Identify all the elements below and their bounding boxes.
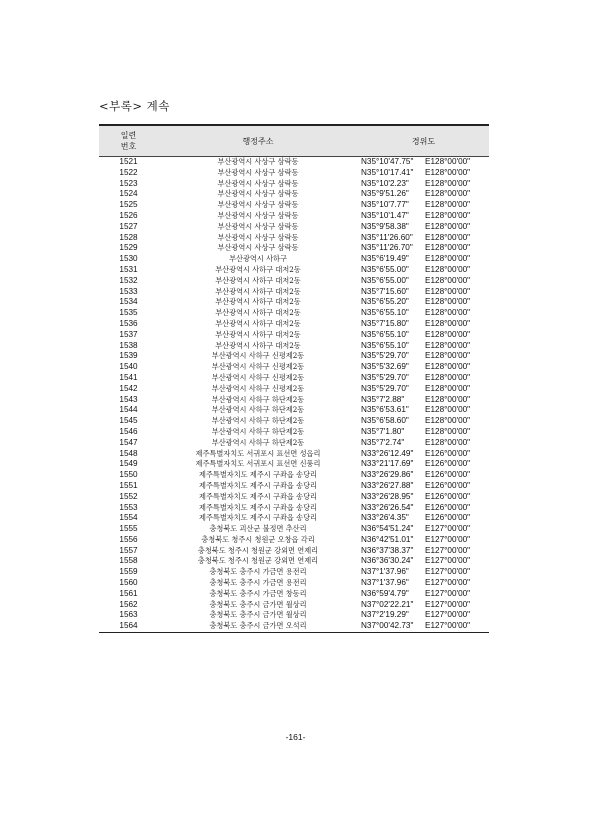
row-coordinates xyxy=(358,535,489,546)
row-admin-address: 충청북도 충주시 가금면 창동리 xyxy=(209,588,307,598)
row-longitude: E128°00'00" xyxy=(425,297,471,307)
row-coordinates xyxy=(358,492,489,503)
row-admin-address: 부산광역시 사상구 삼락동 xyxy=(217,200,299,210)
row-latitude: N36°37'38.37" xyxy=(361,545,414,555)
row-longitude: E128°00'00" xyxy=(425,340,471,350)
row-longitude: E128°00'00" xyxy=(425,383,471,393)
table-row xyxy=(99,546,489,557)
table-body xyxy=(99,157,489,633)
table-row xyxy=(99,481,489,492)
table-row xyxy=(99,459,489,470)
table-row xyxy=(99,157,489,168)
row-admin-address: 부산광역시 사하구 대저2동 xyxy=(215,308,301,318)
table-row xyxy=(99,578,489,589)
row-longitude: E128°00'00" xyxy=(425,254,471,264)
row-coordinates xyxy=(358,470,489,481)
row-longitude: E127°00'00" xyxy=(425,556,471,566)
table-row xyxy=(99,503,489,514)
row-serial-number: 1523 xyxy=(119,178,138,188)
row-admin-address: 부산광역시 사상구 삼락동 xyxy=(217,189,299,199)
row-longitude: E128°00'00" xyxy=(425,318,471,328)
row-coordinates xyxy=(358,567,489,578)
row-latitude: N35°11'26.60" xyxy=(361,232,413,242)
row-coordinates xyxy=(358,384,489,395)
row-latitude: N35°9'58.38" xyxy=(361,221,409,231)
row-serial-number: 1538 xyxy=(119,340,138,350)
row-serial-number: 1550 xyxy=(119,470,138,480)
header-serial-number-label: 일련 번호 xyxy=(120,131,137,151)
row-serial-number: 1547 xyxy=(119,437,138,447)
coordinates-table xyxy=(99,124,489,633)
row-coordinates xyxy=(358,600,489,611)
row-serial-number: 1556 xyxy=(119,534,138,544)
row-longitude: E126°00'00" xyxy=(425,448,471,458)
row-longitude: E127°00'00" xyxy=(425,588,471,598)
row-longitude: E126°00'00" xyxy=(425,470,471,480)
row-admin-address: 제주특별자치도 제주시 구좌읍 송당리 xyxy=(199,480,317,490)
row-longitude: E126°00'00" xyxy=(425,513,471,523)
table-row xyxy=(99,556,489,567)
row-latitude: N33°21'17.69" xyxy=(361,459,414,469)
row-serial-number: 1540 xyxy=(119,362,138,372)
row-longitude: E128°00'00" xyxy=(425,157,471,166)
row-longitude: E126°00'00" xyxy=(425,459,471,469)
table-row xyxy=(99,351,489,362)
row-serial-number: 1534 xyxy=(119,297,138,307)
row-longitude: E126°00'00" xyxy=(425,502,471,512)
table-row xyxy=(99,265,489,276)
table-header-row xyxy=(99,125,489,157)
row-serial-number: 1551 xyxy=(119,480,138,490)
row-latitude: N35°7'1.80" xyxy=(361,426,405,436)
row-longitude: E127°00'00" xyxy=(425,524,471,534)
row-coordinates xyxy=(358,189,489,200)
row-longitude: E126°00'00" xyxy=(425,480,471,490)
row-longitude: E127°00'00" xyxy=(425,534,471,544)
row-latitude: N35°6'55.10" xyxy=(361,329,409,339)
row-serial-number: 1545 xyxy=(119,416,138,426)
row-longitude: E127°00'00" xyxy=(425,567,471,577)
header-admin-address-label: 행정주소 xyxy=(242,136,274,146)
table-row xyxy=(99,395,489,406)
row-latitude: N33°26'4.35" xyxy=(361,513,409,523)
row-serial-number: 1526 xyxy=(119,210,138,220)
row-latitude: N37°02'22.21" xyxy=(361,599,414,609)
row-serial-number: 1522 xyxy=(119,167,138,177)
row-latitude: N35°6'55.10" xyxy=(361,340,409,350)
row-longitude: E128°00'00" xyxy=(425,178,471,188)
row-latitude: N35°5'29.70" xyxy=(361,383,409,393)
row-coordinates xyxy=(358,287,489,298)
table-row xyxy=(99,243,489,254)
row-admin-address: 부산광역시 사하구 신평제2동 xyxy=(211,383,305,393)
table-row xyxy=(99,416,489,427)
table-row xyxy=(99,189,489,200)
row-serial-number: 1554 xyxy=(119,513,138,523)
table-row xyxy=(99,589,489,600)
table-row xyxy=(99,222,489,233)
row-serial-number: 1562 xyxy=(119,599,138,609)
row-admin-address: 제주특별자치도 제주시 구좌읍 송당리 xyxy=(199,470,317,480)
row-coordinates xyxy=(358,222,489,233)
row-latitude: N35°10'2.23" xyxy=(361,178,409,188)
row-coordinates xyxy=(358,341,489,352)
table-row xyxy=(99,254,489,265)
row-latitude: N35°6'58.60" xyxy=(361,416,409,426)
row-longitude: E127°00'00" xyxy=(425,621,471,631)
row-latitude: N36°59'4.79" xyxy=(361,588,409,598)
row-longitude: E127°00'00" xyxy=(425,610,471,620)
row-admin-address: 제주특별자치도 서귀포시 표선면 신풍리 xyxy=(195,459,321,469)
row-admin-address: 부산광역시 사하구 신평제2동 xyxy=(211,362,305,372)
row-latitude: N35°6'53.61" xyxy=(361,405,409,415)
row-latitude: N33°26'26.54" xyxy=(361,502,414,512)
table-row xyxy=(99,319,489,330)
table-row xyxy=(99,405,489,416)
table-row xyxy=(99,492,489,503)
table-row xyxy=(99,600,489,611)
row-coordinates xyxy=(358,524,489,535)
table-row xyxy=(99,200,489,211)
row-admin-address: 부산광역시 사하구 대저2동 xyxy=(215,340,301,350)
row-latitude: N33°26'29.86" xyxy=(361,470,414,480)
row-coordinates xyxy=(358,416,489,427)
row-coordinates xyxy=(358,373,489,384)
row-longitude: E128°00'00" xyxy=(425,286,471,296)
row-longitude: E128°00'00" xyxy=(425,372,471,382)
row-longitude: E128°00'00" xyxy=(425,243,471,253)
header-admin-address xyxy=(158,125,358,157)
row-serial-number: 1553 xyxy=(119,502,138,512)
row-coordinates xyxy=(358,276,489,287)
table-row xyxy=(99,297,489,308)
row-longitude: E128°00'00" xyxy=(425,405,471,415)
row-latitude: N35°6'55.20" xyxy=(361,297,409,307)
row-admin-address: 충청북도 괴산군 불정면 추산리 xyxy=(209,524,307,534)
row-coordinates xyxy=(358,179,489,190)
row-longitude: E128°00'00" xyxy=(425,329,471,339)
row-serial-number: 1543 xyxy=(119,394,138,404)
row-serial-number: 1535 xyxy=(119,308,138,318)
row-coordinates xyxy=(358,243,489,254)
row-admin-address: 부산광역시 사하구 신평제2동 xyxy=(211,372,305,382)
row-latitude: N36°36'30.24" xyxy=(361,556,414,566)
row-admin-address: 충청북도 충주시 금가면 오석리 xyxy=(158,621,358,632)
row-coordinates xyxy=(358,395,489,406)
row-coordinates xyxy=(358,481,489,492)
row-serial-number: 1521 xyxy=(119,157,138,166)
table-row xyxy=(99,373,489,384)
row-latitude: N35°10'7.77" xyxy=(361,200,409,210)
row-serial-number: 1532 xyxy=(119,275,138,285)
row-coordinates xyxy=(358,513,489,524)
table-row xyxy=(99,427,489,438)
row-longitude: E128°00'00" xyxy=(425,275,471,285)
row-coordinates xyxy=(358,319,489,330)
row-latitude: N37°1'37.96" xyxy=(361,578,409,588)
row-latitude: N35°6'55.00" xyxy=(361,264,409,274)
row-serial-number: 1533 xyxy=(119,286,138,296)
row-serial-number: 1555 xyxy=(119,524,138,534)
row-longitude: E128°00'00" xyxy=(425,232,471,242)
row-coordinates xyxy=(358,621,489,632)
row-latitude: N35°9'51.26" xyxy=(361,189,409,199)
row-admin-address: 부산광역시 사하구 하단제2동 xyxy=(211,405,305,415)
row-serial-number: 1549 xyxy=(119,459,138,469)
row-admin-address: 부산광역시 사상구 삼락동 xyxy=(217,243,299,253)
row-longitude: E127°00'00" xyxy=(425,545,471,555)
table-row xyxy=(99,308,489,319)
row-coordinates xyxy=(358,211,489,222)
row-serial-number: 1552 xyxy=(119,491,138,501)
row-serial-number: 1536 xyxy=(119,318,138,328)
row-longitude: E128°00'00" xyxy=(425,437,471,447)
row-latitude: N37°00'42.73" xyxy=(361,621,414,631)
row-admin-address: 제주특별자치도 제주시 구좌읍 송당리 xyxy=(199,513,317,523)
row-admin-address: 충청북도 충주시 금가면 월상리 xyxy=(209,610,307,620)
row-serial-number: 1525 xyxy=(119,200,138,210)
row-latitude: N37°1'37.96" xyxy=(361,567,409,577)
row-latitude: N36°42'51.01" xyxy=(361,534,414,544)
row-longitude: E127°00'00" xyxy=(425,599,471,609)
row-admin-address: 부산광역시 사상구 삼락동 xyxy=(217,232,299,242)
row-latitude: N35°6'19.49" xyxy=(361,254,409,264)
row-coordinates xyxy=(358,546,489,557)
table-row xyxy=(99,276,489,287)
row-longitude: E128°00'00" xyxy=(425,264,471,274)
row-longitude: E128°00'00" xyxy=(425,416,471,426)
table-row xyxy=(99,168,489,179)
row-longitude: E128°00'00" xyxy=(425,189,471,199)
row-coordinates xyxy=(358,503,489,514)
row-admin-address: 제주특별자치도 서귀포시 표선면 성읍리 xyxy=(195,448,321,458)
row-latitude: N35°7'15.80" xyxy=(361,318,409,328)
row-coordinates xyxy=(358,168,489,179)
table-row xyxy=(99,384,489,395)
row-admin-address: 부산광역시 사상구 삼락동 xyxy=(217,178,299,188)
row-coordinates xyxy=(358,265,489,276)
row-admin-address: 충청북도 청주시 청원군 오창읍 각리 xyxy=(201,534,315,544)
row-latitude: N35°10'17.41" xyxy=(361,167,414,177)
table-row xyxy=(99,287,489,298)
row-admin-address: 부산광역시 사상구 삼락동 xyxy=(217,157,299,166)
row-admin-address: 부산광역시 사상구 삼락동 xyxy=(217,210,299,220)
row-longitude: E126°00'00" xyxy=(425,491,471,501)
table-row xyxy=(99,535,489,546)
row-latitude: N35°7'2.74" xyxy=(361,437,405,447)
row-longitude: E128°00'00" xyxy=(425,351,471,361)
row-admin-address: 충청북도 청주시 청원군 강외면 연제리 xyxy=(197,556,319,566)
row-admin-address: 부산광역시 사하구 대저2동 xyxy=(215,264,301,274)
row-latitude: N35°5'32.69" xyxy=(361,362,409,372)
row-coordinates xyxy=(358,330,489,341)
row-coordinates xyxy=(358,297,489,308)
row-coordinates xyxy=(358,351,489,362)
row-coordinates xyxy=(358,254,489,265)
row-latitude: N33°26'12.49" xyxy=(361,448,414,458)
row-admin-address: 부산광역시 사상구 삼락동 xyxy=(217,167,299,177)
row-coordinates xyxy=(358,610,489,621)
row-admin-address: 제주특별자치도 제주시 구좌읍 송당리 xyxy=(199,502,317,512)
table-row xyxy=(99,470,489,481)
table-row xyxy=(99,524,489,535)
row-admin-address: 부산광역시 사하구 대저2동 xyxy=(215,286,301,296)
row-serial-number: 1529 xyxy=(119,243,138,253)
row-admin-address: 부산광역시 사하구 하단제2동 xyxy=(211,394,305,404)
row-coordinates xyxy=(358,157,489,168)
header-coordinates xyxy=(358,125,489,157)
row-coordinates xyxy=(358,449,489,460)
row-latitude: N35°10'47.75" xyxy=(361,157,414,166)
table-row xyxy=(99,621,489,632)
table-row xyxy=(99,610,489,621)
row-coordinates xyxy=(358,308,489,319)
row-longitude: E128°00'00" xyxy=(425,308,471,318)
row-latitude: N36°54'51.24" xyxy=(361,524,414,534)
row-coordinates xyxy=(358,556,489,567)
row-longitude: E128°00'00" xyxy=(425,200,471,210)
row-coordinates xyxy=(358,438,489,449)
row-serial-number: 1557 xyxy=(119,545,138,555)
row-serial-number: 1564 xyxy=(99,621,158,632)
row-serial-number: 1531 xyxy=(119,264,138,274)
row-admin-address: 부산광역시 사하구 하단제2동 xyxy=(211,437,305,447)
table-row xyxy=(99,438,489,449)
row-admin-address: 충청북도 충주시 가금면 용전리 xyxy=(209,567,307,577)
row-admin-address: 부산광역시 사하구 대저2동 xyxy=(215,297,301,307)
row-coordinates xyxy=(358,578,489,589)
row-serial-number: 1527 xyxy=(119,221,138,231)
row-longitude: E128°00'00" xyxy=(425,362,471,372)
row-latitude: N37°2'19.29" xyxy=(361,610,409,620)
row-admin-address: 충청북도 청주시 청원군 강외면 연제리 xyxy=(197,545,319,555)
page-number: -161- xyxy=(285,732,306,742)
table-row xyxy=(99,179,489,190)
row-admin-address: 부산광역시 사하구 대저2동 xyxy=(215,329,301,339)
row-admin-address: 부산광역시 사하구 대저2동 xyxy=(215,275,301,285)
row-serial-number: 1544 xyxy=(119,405,138,415)
row-serial-number: 1561 xyxy=(119,588,138,598)
row-longitude: E128°00'00" xyxy=(425,426,471,436)
table-row xyxy=(99,330,489,341)
row-coordinates xyxy=(358,427,489,438)
row-serial-number: 1542 xyxy=(119,383,138,393)
table-row xyxy=(99,513,489,524)
table-row xyxy=(99,233,489,244)
table-row xyxy=(99,449,489,460)
row-coordinates xyxy=(358,405,489,416)
row-serial-number: 1560 xyxy=(119,578,138,588)
header-coordinates-label: 경위도 xyxy=(411,136,436,146)
row-admin-address: 부산광역시 사하구 하단제2동 xyxy=(211,416,305,426)
row-serial-number: 1541 xyxy=(119,372,138,382)
row-latitude: N33°26'27.88" xyxy=(361,480,414,490)
row-serial-number: 1548 xyxy=(119,448,138,458)
row-latitude: N33°26'28.95" xyxy=(361,491,414,501)
row-serial-number: 1546 xyxy=(119,426,138,436)
row-latitude: N35°5'29.70" xyxy=(361,372,409,382)
row-latitude: N35°10'1.47" xyxy=(361,210,409,220)
row-serial-number: 1530 xyxy=(119,254,138,264)
row-serial-number: 1539 xyxy=(119,351,138,361)
row-latitude: N35°5'29.70" xyxy=(361,351,409,361)
row-serial-number: 1558 xyxy=(119,556,138,566)
table-row xyxy=(99,211,489,222)
row-serial-number: 1524 xyxy=(119,189,138,199)
section-title: <부록> 계속 xyxy=(99,99,170,113)
row-latitude: N35°7'2.88" xyxy=(361,394,405,404)
row-coordinates xyxy=(358,459,489,470)
row-latitude: N35°6'55.10" xyxy=(361,308,409,318)
row-latitude: N35°6'55.00" xyxy=(361,275,409,285)
row-longitude: E128°00'00" xyxy=(425,394,471,404)
row-admin-address: 제주특별자치도 제주시 구좌읍 송당리 xyxy=(199,491,317,501)
row-longitude: E128°00'00" xyxy=(425,221,471,231)
table-row xyxy=(99,341,489,352)
row-latitude: N35°7'15.60" xyxy=(361,286,409,296)
row-admin-address: 충청북도 충주시 금가면 월상리 xyxy=(209,599,307,609)
row-admin-address: 부산광역시 사하구 하단제2동 xyxy=(211,426,305,436)
row-coordinates xyxy=(358,200,489,211)
row-serial-number: 1559 xyxy=(119,567,138,577)
table-row xyxy=(99,567,489,578)
row-longitude: E127°00'00" xyxy=(425,578,471,588)
row-serial-number: 1528 xyxy=(119,232,138,242)
header-serial-number xyxy=(99,125,158,157)
row-admin-address: 부산광역시 사하구 xyxy=(229,254,287,264)
row-coordinates xyxy=(358,362,489,373)
row-longitude: E128°00'00" xyxy=(425,210,471,220)
row-admin-address: 부산광역시 사하구 신평제2동 xyxy=(211,351,305,361)
row-coordinates xyxy=(358,233,489,244)
table-row xyxy=(99,362,489,373)
row-serial-number: 1563 xyxy=(119,610,138,620)
row-admin-address: 부산광역시 사상구 삼락동 xyxy=(217,221,299,231)
row-longitude: E128°00'00" xyxy=(425,167,471,177)
row-latitude: N35°11'26.70" xyxy=(361,243,413,253)
row-serial-number: 1537 xyxy=(119,329,138,339)
row-coordinates xyxy=(358,589,489,600)
row-admin-address: 충청북도 충주시 가금면 용전리 xyxy=(209,578,307,588)
row-admin-address: 부산광역시 사하구 대저2동 xyxy=(215,318,301,328)
